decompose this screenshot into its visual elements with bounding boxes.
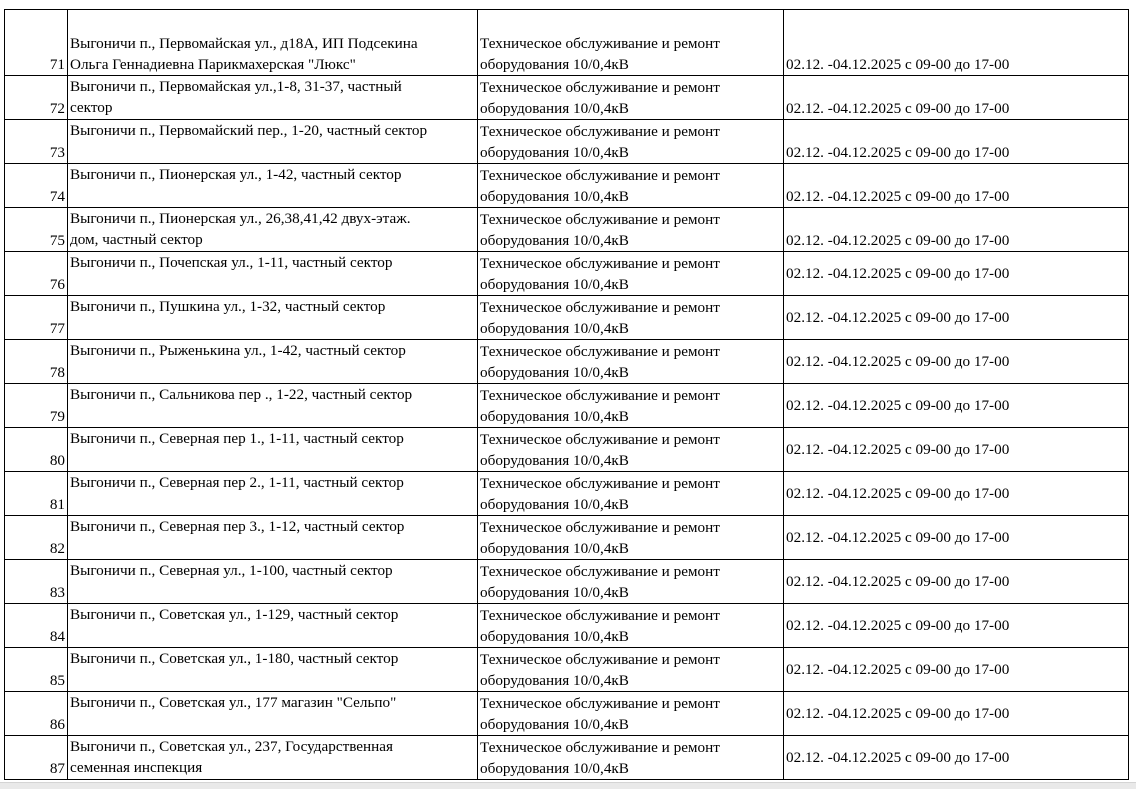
address-line: Выгоничи п., Северная пер 3., 1-12, частный сектор xyxy=(70,518,405,535)
address-cell xyxy=(68,384,478,428)
work-type-cell xyxy=(478,296,784,340)
row-number: 80 xyxy=(5,428,68,472)
work-type-line: Техническое обслуживание и ремонт xyxy=(480,255,720,272)
work-type-line: оборудования 10/0,4кВ xyxy=(480,144,629,161)
address-cell xyxy=(68,252,478,296)
outage-period-cell: 02.12. -04.12.2025 с 09-00 до 17-00 xyxy=(784,472,1129,516)
outage-period-cell: 02.12. -04.12.2025 с 09-00 до 17-00 xyxy=(784,604,1129,648)
outage-period-cell: 02.12. -04.12.2025 с 09-00 до 17-00 xyxy=(784,10,1129,76)
address-line: Выгоничи п., Рыженькина ул., 1-42, частный сектор xyxy=(70,342,406,359)
table-row xyxy=(5,736,1129,780)
work-type-line: Техническое обслуживание и ремонт xyxy=(480,475,720,492)
table-row xyxy=(5,10,1129,76)
address-cell xyxy=(68,516,478,560)
address-line: семенная инспекция xyxy=(70,759,203,776)
table-row xyxy=(5,516,1129,560)
address-cell xyxy=(68,340,478,384)
work-type-line: Техническое обслуживание и ремонт xyxy=(480,563,720,580)
address-line: Выгоничи п., Северная пер 1., 1-11, частный сектор xyxy=(70,430,404,447)
address-cell xyxy=(68,296,478,340)
table-row xyxy=(5,296,1129,340)
work-type-line: Техническое обслуживание и ремонт xyxy=(480,651,720,668)
row-number: 72 xyxy=(5,76,68,120)
work-type-line: Техническое обслуживание и ремонт xyxy=(480,519,720,536)
address-line: Выгоничи п., Первомайская ул., д18А, ИП Подсекина xyxy=(70,35,418,52)
table-row xyxy=(5,208,1129,252)
row-number: 83 xyxy=(5,560,68,604)
table-row xyxy=(5,164,1129,208)
work-type-line: Техническое обслуживание и ремонт xyxy=(480,431,720,448)
work-type-line: оборудования 10/0,4кВ xyxy=(480,56,629,73)
table-body xyxy=(5,10,1129,780)
work-type-cell xyxy=(478,120,784,164)
address-line: Выгоничи п., Первомайский пер., 1-20, частный сектор xyxy=(70,122,428,139)
work-type-line: оборудования 10/0,4кВ xyxy=(480,408,629,425)
work-type-cell xyxy=(478,428,784,472)
work-type-line: Техническое обслуживание и ремонт xyxy=(480,79,720,96)
outage-period-cell: 02.12. -04.12.2025 с 09-00 до 17-00 xyxy=(784,164,1129,208)
outage-period-cell: 02.12. -04.12.2025 с 09-00 до 17-00 xyxy=(784,120,1129,164)
address-cell xyxy=(68,604,478,648)
work-type-cell xyxy=(478,472,784,516)
outage-period-cell: 02.12. -04.12.2025 с 09-00 до 17-00 xyxy=(784,384,1129,428)
row-number: 85 xyxy=(5,648,68,692)
row-number: 77 xyxy=(5,296,68,340)
table-row xyxy=(5,340,1129,384)
address-line: Выгоничи п., Северная пер 2., 1-11, частный сектор xyxy=(70,474,404,491)
address-cell xyxy=(68,120,478,164)
work-type-cell xyxy=(478,692,784,736)
row-number: 73 xyxy=(5,120,68,164)
row-number: 79 xyxy=(5,384,68,428)
work-type-line: оборудования 10/0,4кВ xyxy=(480,100,629,117)
outage-period-cell: 02.12. -04.12.2025 с 09-00 до 17-00 xyxy=(784,692,1129,736)
address-cell xyxy=(68,428,478,472)
row-number: 86 xyxy=(5,692,68,736)
work-type-line: оборудования 10/0,4кВ xyxy=(480,760,629,777)
work-type-line: Техническое обслуживание и ремонт xyxy=(480,123,720,140)
outage-period-cell: 02.12. -04.12.2025 с 09-00 до 17-00 xyxy=(784,340,1129,384)
work-type-line: оборудования 10/0,4кВ xyxy=(480,276,629,293)
work-type-line: Техническое обслуживание и ремонт xyxy=(480,607,720,624)
row-number: 74 xyxy=(5,164,68,208)
address-cell xyxy=(68,76,478,120)
address-cell xyxy=(68,648,478,692)
row-number: 76 xyxy=(5,252,68,296)
address-line: Выгоничи п., Пушкина ул., 1-32, частный сектор xyxy=(70,298,386,315)
table-row xyxy=(5,76,1129,120)
row-number: 87 xyxy=(5,736,68,780)
address-cell xyxy=(68,164,478,208)
work-type-line: Техническое обслуживание и ремонт xyxy=(480,35,720,52)
work-type-line: оборудования 10/0,4кВ xyxy=(480,364,629,381)
work-type-cell xyxy=(478,516,784,560)
work-type-line: оборудования 10/0,4кВ xyxy=(480,232,629,249)
address-line: Выгоничи п., Советская ул., 237, Государственная xyxy=(70,738,394,755)
outage-schedule-table xyxy=(4,9,1129,780)
outage-period-cell: 02.12. -04.12.2025 с 09-00 до 17-00 xyxy=(784,648,1129,692)
address-line: Выгоничи п., Почепская ул., 1-11, частный сектор xyxy=(70,254,393,271)
address-line: Выгоничи п., Советская ул., 1-180, частный сектор xyxy=(70,650,399,667)
work-type-cell xyxy=(478,736,784,780)
work-type-line: Техническое обслуживание и ремонт xyxy=(480,739,720,756)
outage-period-cell: 02.12. -04.12.2025 с 09-00 до 17-00 xyxy=(784,252,1129,296)
outage-period-cell: 02.12. -04.12.2025 с 09-00 до 17-00 xyxy=(784,428,1129,472)
work-type-line: оборудования 10/0,4кВ xyxy=(480,628,629,645)
work-type-cell xyxy=(478,384,784,428)
work-type-cell xyxy=(478,604,784,648)
table-row xyxy=(5,604,1129,648)
work-type-cell xyxy=(478,76,784,120)
work-type-line: оборудования 10/0,4кВ xyxy=(480,540,629,557)
address-cell xyxy=(68,10,478,76)
address-cell xyxy=(68,208,478,252)
address-cell xyxy=(68,736,478,780)
row-number: 82 xyxy=(5,516,68,560)
outage-period-cell: 02.12. -04.12.2025 с 09-00 до 17-00 xyxy=(784,736,1129,780)
table-row xyxy=(5,692,1129,736)
work-type-line: Техническое обслуживание и ремонт xyxy=(480,695,720,712)
address-line: Выгоничи п., Советская ул., 177 магазин "Сельпо" xyxy=(70,694,397,711)
work-type-line: оборудования 10/0,4кВ xyxy=(480,320,629,337)
work-type-line: оборудования 10/0,4кВ xyxy=(480,716,629,733)
work-type-line: Техническое обслуживание и ремонт xyxy=(480,343,720,360)
work-type-line: оборудования 10/0,4кВ xyxy=(480,672,629,689)
row-number: 81 xyxy=(5,472,68,516)
address-line: Выгоничи п., Пионерская ул., 1-42, частный сектор xyxy=(70,166,402,183)
table-row xyxy=(5,648,1129,692)
outage-period-cell: 02.12. -04.12.2025 с 09-00 до 17-00 xyxy=(784,296,1129,340)
work-type-cell xyxy=(478,648,784,692)
work-type-cell xyxy=(478,10,784,76)
work-type-cell xyxy=(478,208,784,252)
address-line: Выгоничи п., Пионерская ул., 26,38,41,42 двух-этаж. xyxy=(70,210,411,227)
work-type-line: Техническое обслуживание и ремонт xyxy=(480,387,720,404)
address-cell xyxy=(68,560,478,604)
table-row xyxy=(5,472,1129,516)
address-line: Выгоничи п., Первомайская ул.,1-8, 31-37, частный xyxy=(70,78,402,95)
work-type-line: оборудования 10/0,4кВ xyxy=(480,584,629,601)
outage-period-cell: 02.12. -04.12.2025 с 09-00 до 17-00 xyxy=(784,208,1129,252)
address-line: Выгоничи п., Сальникова пер ., 1-22, частный сектор xyxy=(70,386,413,403)
work-type-line: оборудования 10/0,4кВ xyxy=(480,496,629,513)
work-type-line: Техническое обслуживание и ремонт xyxy=(480,211,720,228)
address-line: Ольга Геннадиевна Парикмахерская "Люкс" xyxy=(70,56,356,73)
row-number: 78 xyxy=(5,340,68,384)
outage-period-cell: 02.12. -04.12.2025 с 09-00 до 17-00 xyxy=(784,516,1129,560)
table-row xyxy=(5,252,1129,296)
address-line: дом, частный сектор xyxy=(70,231,203,248)
table-row xyxy=(5,560,1129,604)
work-type-line: оборудования 10/0,4кВ xyxy=(480,188,629,205)
address-cell xyxy=(68,692,478,736)
work-type-cell xyxy=(478,340,784,384)
work-type-cell xyxy=(478,252,784,296)
address-line: Выгоничи п., Советская ул., 1-129, частный сектор xyxy=(70,606,399,623)
table-row xyxy=(5,428,1129,472)
work-type-cell xyxy=(478,560,784,604)
row-number: 84 xyxy=(5,604,68,648)
table-row xyxy=(5,384,1129,428)
work-type-cell xyxy=(478,164,784,208)
address-line: Выгоничи п., Северная ул., 1-100, частный сектор xyxy=(70,562,393,579)
outage-period-cell: 02.12. -04.12.2025 с 09-00 до 17-00 xyxy=(784,76,1129,120)
table-row xyxy=(5,120,1129,164)
address-cell xyxy=(68,472,478,516)
work-type-line: оборудования 10/0,4кВ xyxy=(480,452,629,469)
work-type-line: Техническое обслуживание и ремонт xyxy=(480,167,720,184)
outage-period-cell: 02.12. -04.12.2025 с 09-00 до 17-00 xyxy=(784,560,1129,604)
address-line: сектор xyxy=(70,99,113,116)
work-type-line: Техническое обслуживание и ремонт xyxy=(480,299,720,316)
row-number: 71 xyxy=(5,10,68,76)
row-number: 75 xyxy=(5,208,68,252)
